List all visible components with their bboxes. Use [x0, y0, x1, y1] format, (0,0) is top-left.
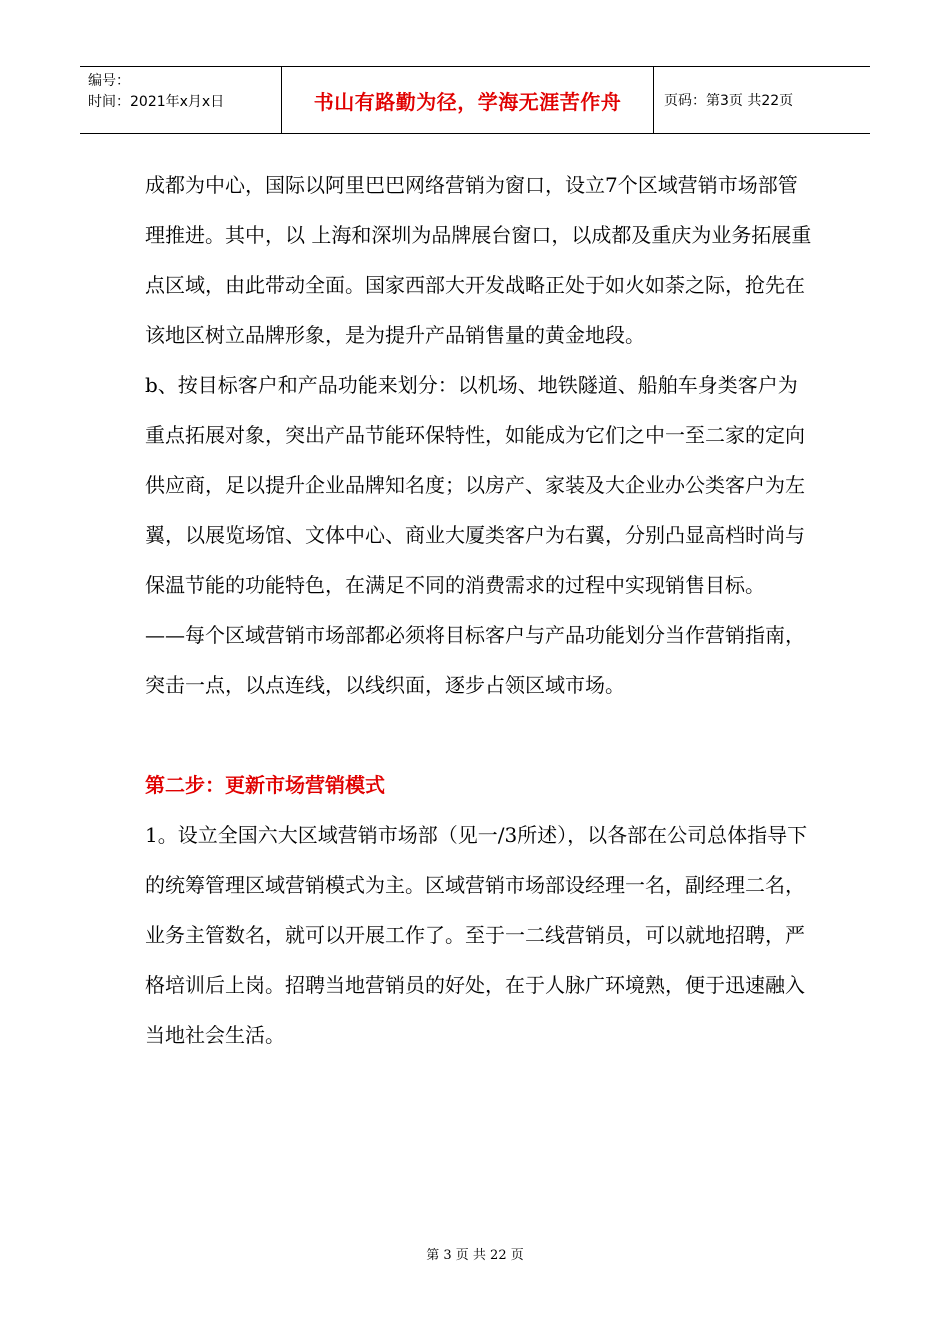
number-label: 编号：	[88, 73, 130, 89]
time-label: 时间：2021年x月x日	[88, 94, 225, 110]
page-footer: 第 3 页 共 22 页	[426, 1248, 524, 1263]
paragraph-1: 成都为中心，国际以阿里巴巴网络营销为窗口，设立7个区域营销市场部管理推进。其中，以 上海和深圳为品牌展台窗口，以成都及重庆为业务拓展重点区域，由此带动全面。国家西部大开发战略正处于如火如荼之际，抢先在该地区树立品牌形象，是为提升产品销售量的黄金地段。	[145, 173, 812, 347]
document-body	[145, 160, 813, 1060]
header-motto: 书山有路勤为径，学海无涯苦作舟	[282, 67, 654, 133]
header-meta	[80, 67, 282, 133]
section-paragraph: 1。设立全国六大区域营销市场部（见一/3所述），以各部在公司总体指导下的统筹管理区域营销模式为主。区域营销市场部设经理一名，副经理二名，业务主管数名，就可以开展工作了。至于一二线营销员，可以就地招聘，严格培训后上岗。招聘当地营销员的好处，在于人脉广环境熟，便于迅速融入当地社会生活。	[145, 823, 808, 1047]
section-heading: 第二步：更新市场营销模式	[145, 773, 385, 797]
paragraph-3: ——每个区域营销市场部都必须将目标客户与产品功能划分当作营销指南，突击一点，以点连线，以线织面，逐步占领区域市场。	[145, 623, 805, 697]
page-header	[80, 66, 870, 134]
header-page-info: 页码：第3页 共22页	[664, 93, 794, 109]
paragraph-2: b、按目标客户和产品功能来划分：以机场、地铁隧道、船舶车身类客户为重点拓展对象，突出产品节能环保特性，如能成为它们之中一至二家的定向供应商，足以提升企业品牌知名度；以房产、家装及大企业办公类客户为左翼，以展览场馆、文体中心、商业大厦类客户为右翼，分别凸显高档时尚与保温节能的功能特色，在满足不同的消费需求的过程中实现销售目标。	[145, 373, 805, 597]
